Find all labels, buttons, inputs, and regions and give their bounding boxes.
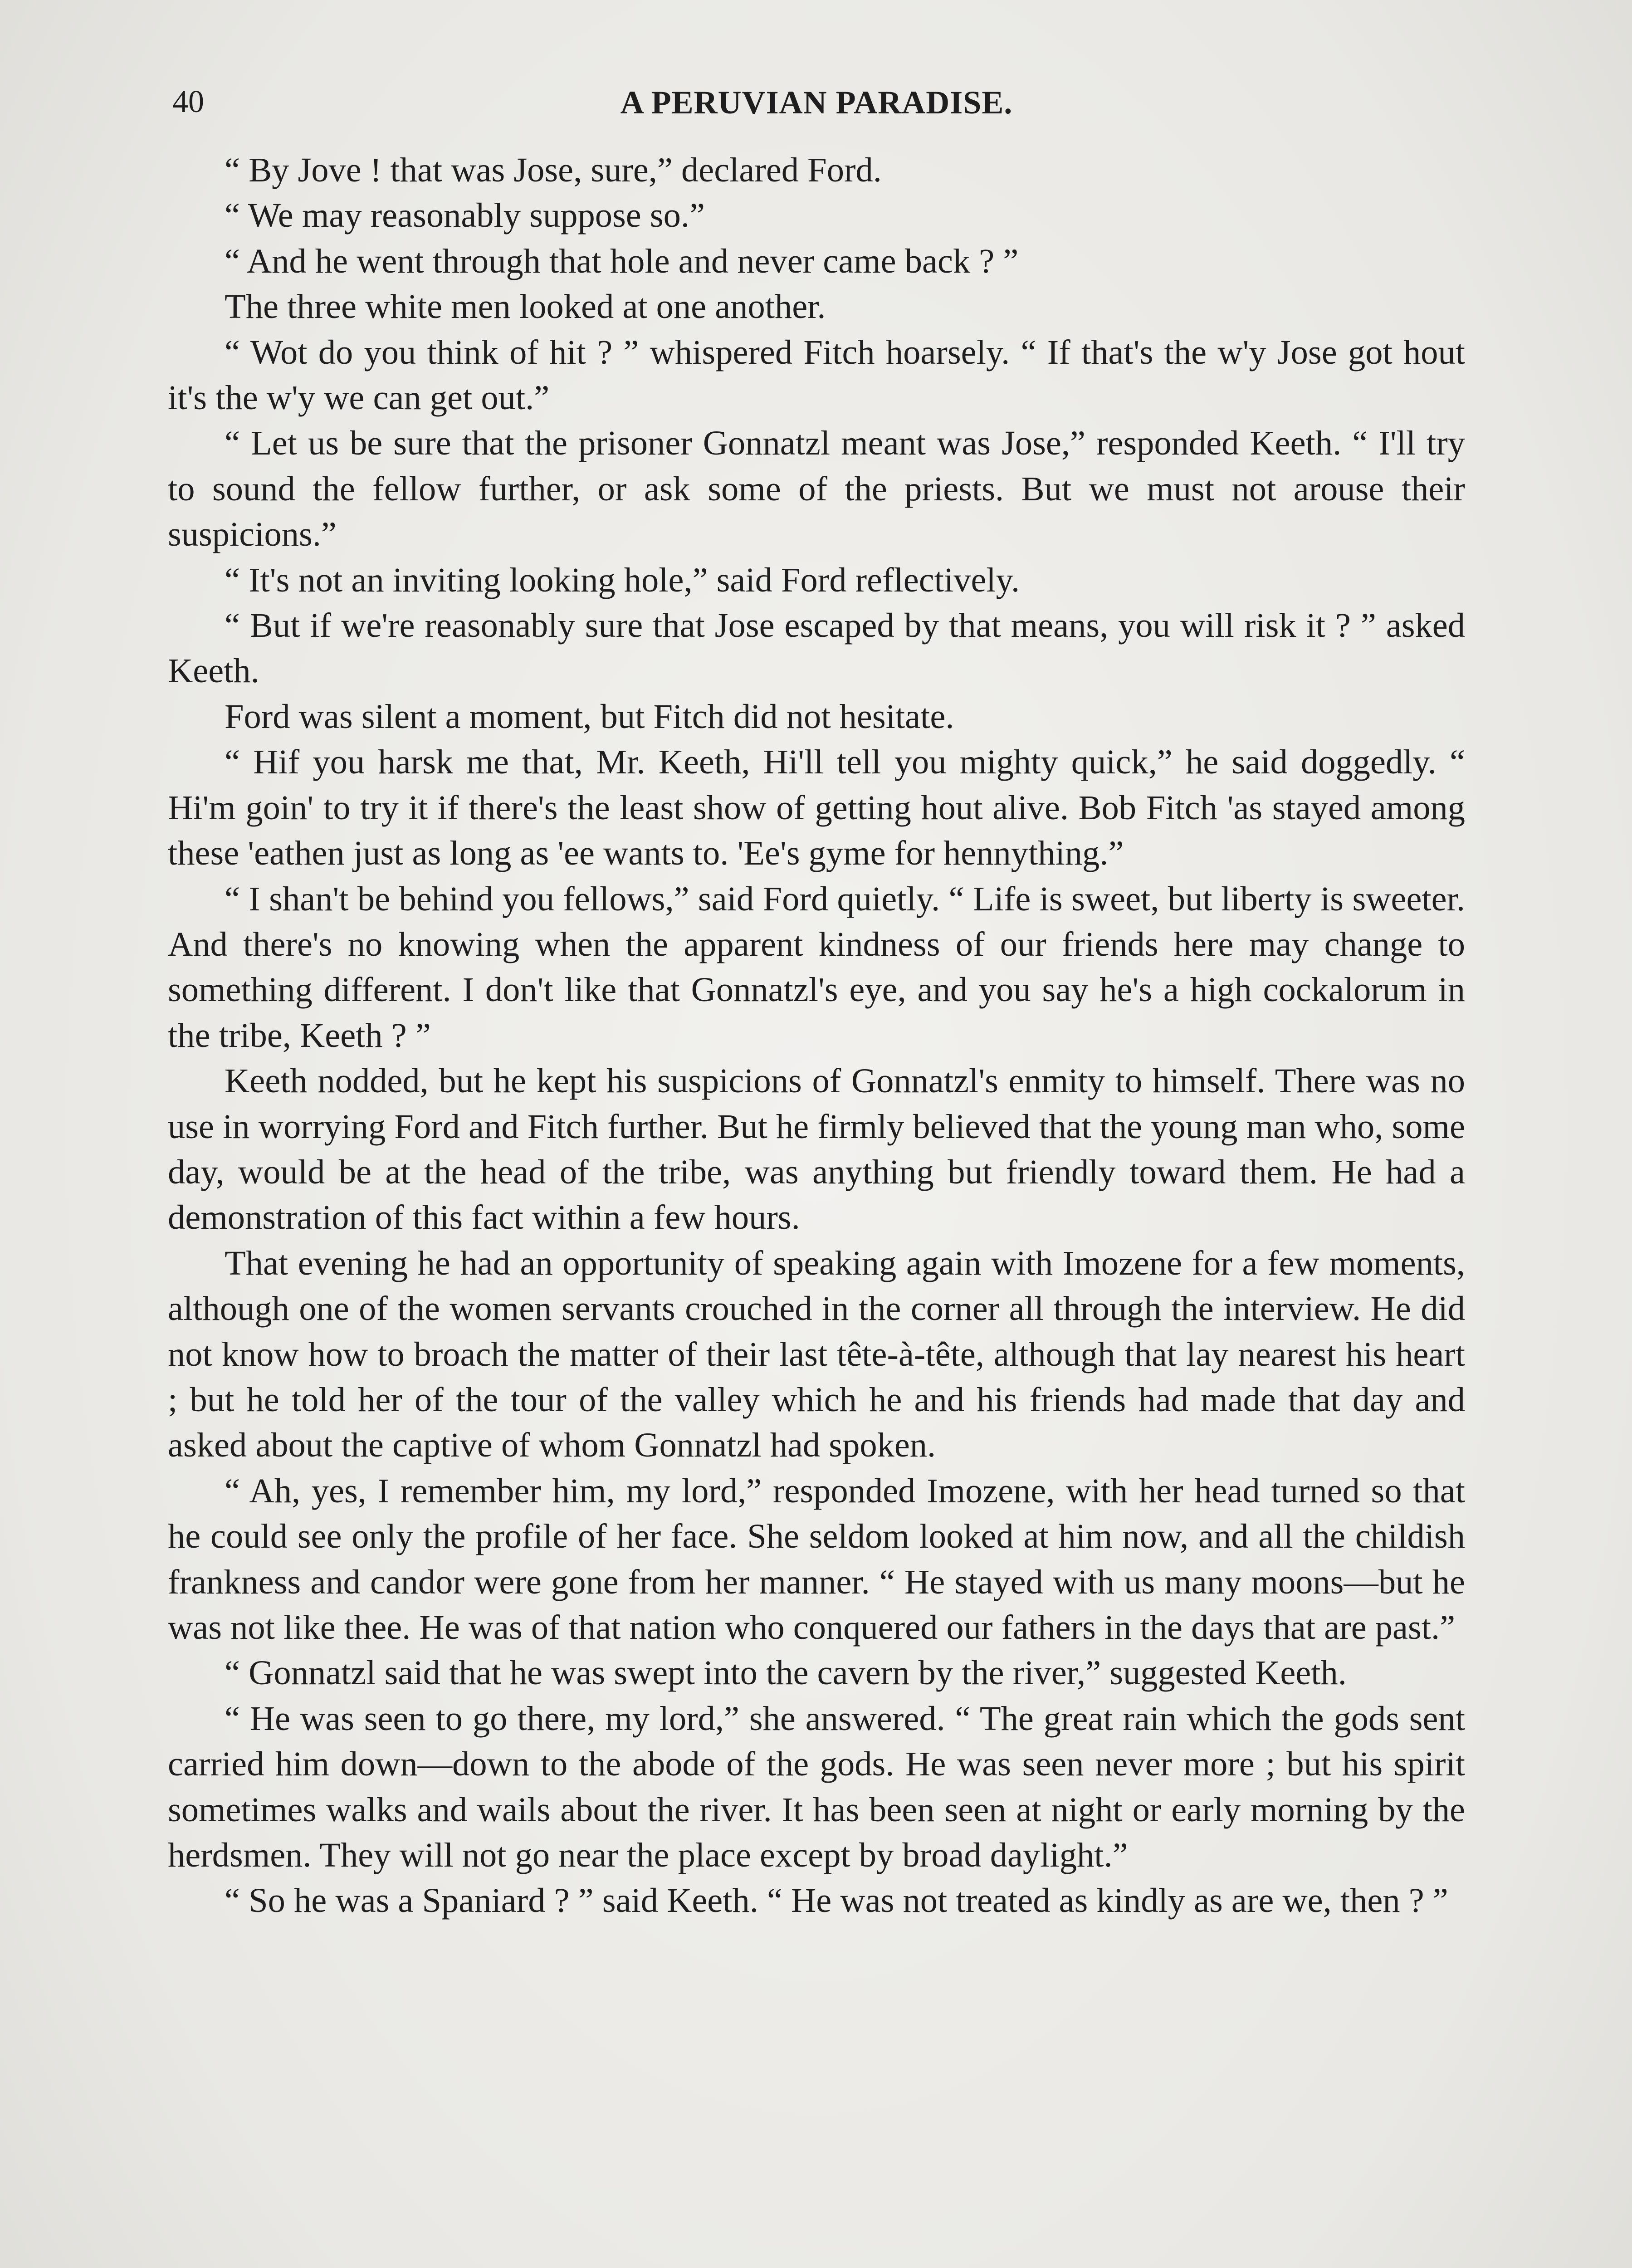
paragraph: The three white men looked at one another. [225, 287, 826, 326]
paragraph: “ By Jove ! that was Jose, sure,” declared Ford. [225, 151, 882, 189]
paragraph: “ Ah, yes, I remember him, my lord,” responded Imozene, with her head turned so that he could see only the profile of her face. She seldom looked at him now, and all the childish frankness and candor were gone from her manner. “ He stayed with us many moons—but he was not like thee. He was of that nation who conquered our fathers in the days that are past.” [168, 1471, 1465, 1647]
paragraph: “ So he was a Spaniard ? ” said Keeth. “ He was not treated as kindly as are we, then ? ” [225, 1881, 1448, 1920]
paragraph: That evening he had an opportunity of speaking again with Imozene for a few moments, although one of the women servants crouched in the corner all through the interview. He did not know how to broach the matter of their last tête-à-tête, although that lay nearest his heart ; but he told her of the tour of the valley which he and his friends had made that day and asked about the captive of whom Gonnatzl had spoken. [168, 1243, 1465, 1465]
paragraph: “ Let us be sure that the prisoner Gonnatzl meant was Jose,” responded Keeth. “ I'll try to sound the fellow further, or ask some of the priests. But we must not arouse their suspicions.” [168, 424, 1465, 554]
paragraph: Keeth nodded, but he kept his suspicions of Gonnatzl's enmity to himself. There was no use in worrying Ford and Fitch further. But he firmly believed that the young man who, some day, would be at the head of the tribe, was anything but friendly toward them. He had a demonstration of this fact within a few hours. [168, 1061, 1465, 1237]
paragraph: “ He was seen to go there, my lord,” she answered. “ The great rain which the gods sent carried him down—down to the abode of the gods. He was seen never more ; but his spirit sometimes walks and wails about the river. It has been seen at night or early morning by the herdsmen. They will not go near the place except by broad daylight.” [168, 1699, 1465, 1875]
paragraph: “ It's not an inviting looking hole,” said Ford reflectively. [225, 560, 1020, 599]
page-header [168, 79, 1465, 134]
paragraph: “ We may reasonably suppose so.” [225, 196, 705, 235]
paragraph: “ I shan't be behind you fellows,” said Ford quietly. “ Life is sweet, but liberty is sweeter. And there's no knowing when the apparent kindness of our friends here may change to something different. I don't like that Gonnatzl's eye, and you say he's a high cockalorum in the tribe, Keeth ? ” [168, 879, 1465, 1055]
running-title: A PERUVIAN PARADISE. [620, 84, 1013, 121]
page-number: 40 [172, 84, 204, 119]
paragraph: “ Gonnatzl said that he was swept into the cavern by the river,” suggested Keeth. [225, 1653, 1347, 1692]
paragraph: “ But if we're reasonably sure that Jose escaped by that means, you will risk it ? ” asked Keeth. [168, 606, 1465, 690]
paragraph: “ Hif you harsk me that, Mr. Keeth, Hi'll tell you mighty quick,” he said doggedly. “ Hi'm goin' to try it if there's the least show of getting hout alive. Bob Fitch 'as stayed among these 'eathen just as long as 'ee wants to. 'Ee's gyme for hennything.” [168, 743, 1465, 873]
paragraph: “ And he went through that hole and never came back ? ” [225, 241, 1019, 280]
body-text [168, 147, 1465, 1924]
paragraph: Ford was silent a moment, but Fitch did not hesitate. [225, 697, 954, 736]
paragraph: “ Wot do you think of hit ? ” whispered Fitch hoarsely. “ If that's the w'y Jose got hout it's the w'y we can get out.” [168, 332, 1465, 417]
